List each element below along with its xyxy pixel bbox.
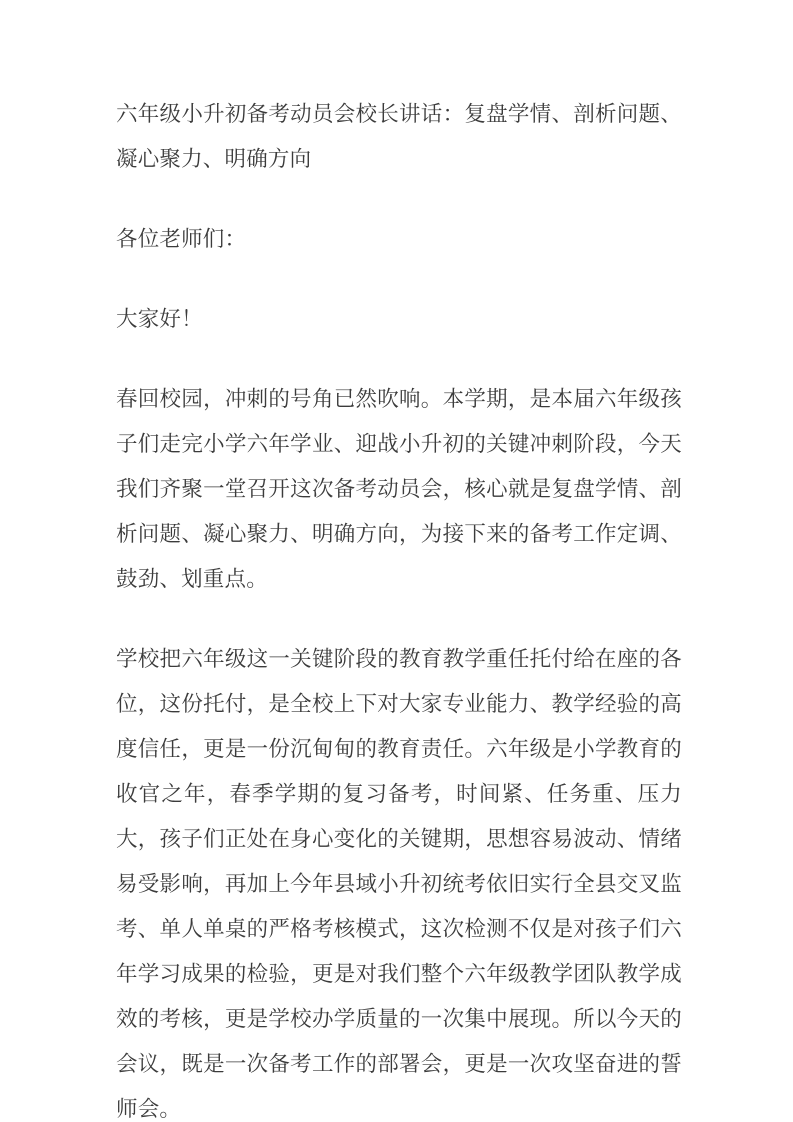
document-body bbox=[116, 92, 682, 1122]
greeting: 大家好！ bbox=[116, 307, 203, 332]
body-paragraph-1: 春回校园，冲刺的号角已然吹响。本学期，是本届六年级孩子们走完小学六年学业、迎战小升初的关键冲刺阶段，今天我们齐聚一堂召开这次备考动员会，核心就是复盘学情、剖析问题、凝心聚力、明确方向，为接下来的备考工作定调、鼓劲、划重点。 bbox=[116, 387, 682, 592]
document-title: 六年级小升初备考动员会校长讲话：复盘学情、剖析问题、凝心聚力、明确方向 bbox=[116, 102, 682, 172]
salutation: 各位老师们： bbox=[116, 227, 247, 252]
body-paragraph-2: 学校把六年级这一关键阶段的教育教学重任托付给在座的各位，这份托付，是全校上下对大家专业能力、教学经验的高度信任，更是一份沉甸甸的教育责任。六年级是小学教育的收官之年，春季学期的复习备考，时间紧、任务重、压力大，孩子们正处在身心变化的关键期，思想容易波动、情绪易受影响，再加上今年县域小升初统考依旧实行全县交叉监考、单人单桌的严格考核模式，这次检测不仅是对孩子们六年学习成果的检验，更是对我们整个六年级教学团队教学成效的考核，更是学校办学质量的一次集中展现。所以今天的会议，既是一次备考工作的部署会，更是一次攻坚奋进的誓师会。 bbox=[116, 647, 682, 1122]
